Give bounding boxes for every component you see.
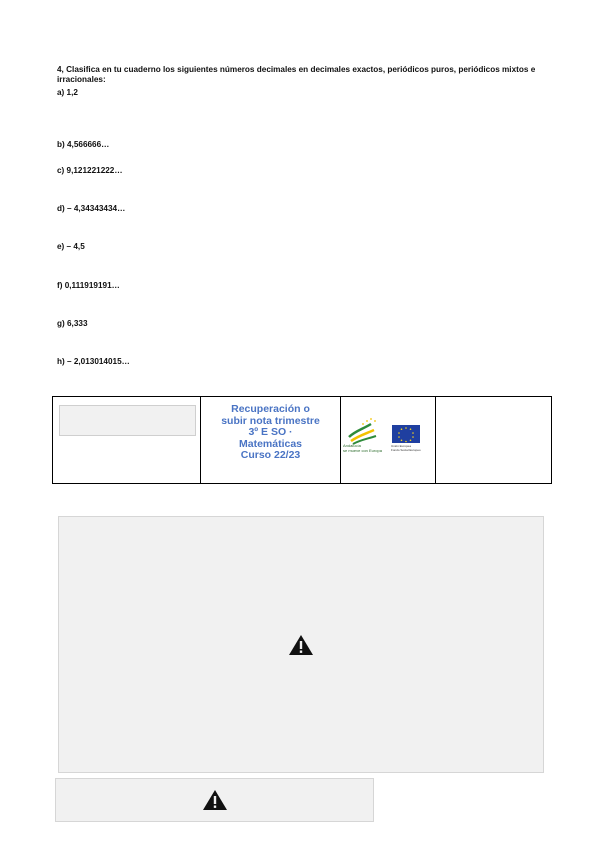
exercise-text: Clasifica en tu cuaderno los siguientes números decimales en decimales exactos, periódicos puros, periódicos mixtos e irracionales: <box>57 65 536 84</box>
list-item: h) – 2,013014015… <box>57 357 130 366</box>
list-item: a) 1,2 <box>57 88 78 97</box>
list-item: c) 9,121221222… <box>57 166 123 175</box>
course-title-line: Curso 22/23 <box>240 449 301 461</box>
andalucia-logo-text: Andalucía se mueve con Europa <box>343 443 382 453</box>
list-item: d) – 4,34343434… <box>57 204 126 213</box>
footer-cell-title <box>201 397 341 483</box>
exercise-statement <box>57 65 547 85</box>
eu-logo-text: Unión Europea Fondo Social Europeo <box>391 444 421 452</box>
list-item: f) 0,111919191… <box>57 281 120 290</box>
exercise-number: 4, <box>57 65 64 74</box>
list-item: e) – 4,5 <box>57 242 85 251</box>
list-item: b) 4,566666… <box>57 140 110 149</box>
warning-icon <box>288 634 314 656</box>
list-item: g) 6,333 <box>57 319 88 328</box>
media-placeholder <box>55 778 374 822</box>
logos-area <box>341 397 435 483</box>
image-placeholder <box>59 405 196 436</box>
media-placeholder <box>58 516 544 773</box>
footer-table <box>52 396 552 484</box>
course-title-line: subir nota trimestre <box>221 414 320 427</box>
andalucia-logo-icon <box>341 397 436 485</box>
footer-cell-empty <box>53 397 201 483</box>
course-title-line: 3º E SO · <box>248 426 293 438</box>
course-title-line: Matemáticas <box>238 437 303 450</box>
course-title <box>201 404 340 462</box>
warning-icon <box>202 789 228 811</box>
course-title-line: Recuperación o <box>231 403 310 415</box>
footer-cell-logos <box>341 397 436 483</box>
footer-cell-empty-right <box>436 397 551 483</box>
